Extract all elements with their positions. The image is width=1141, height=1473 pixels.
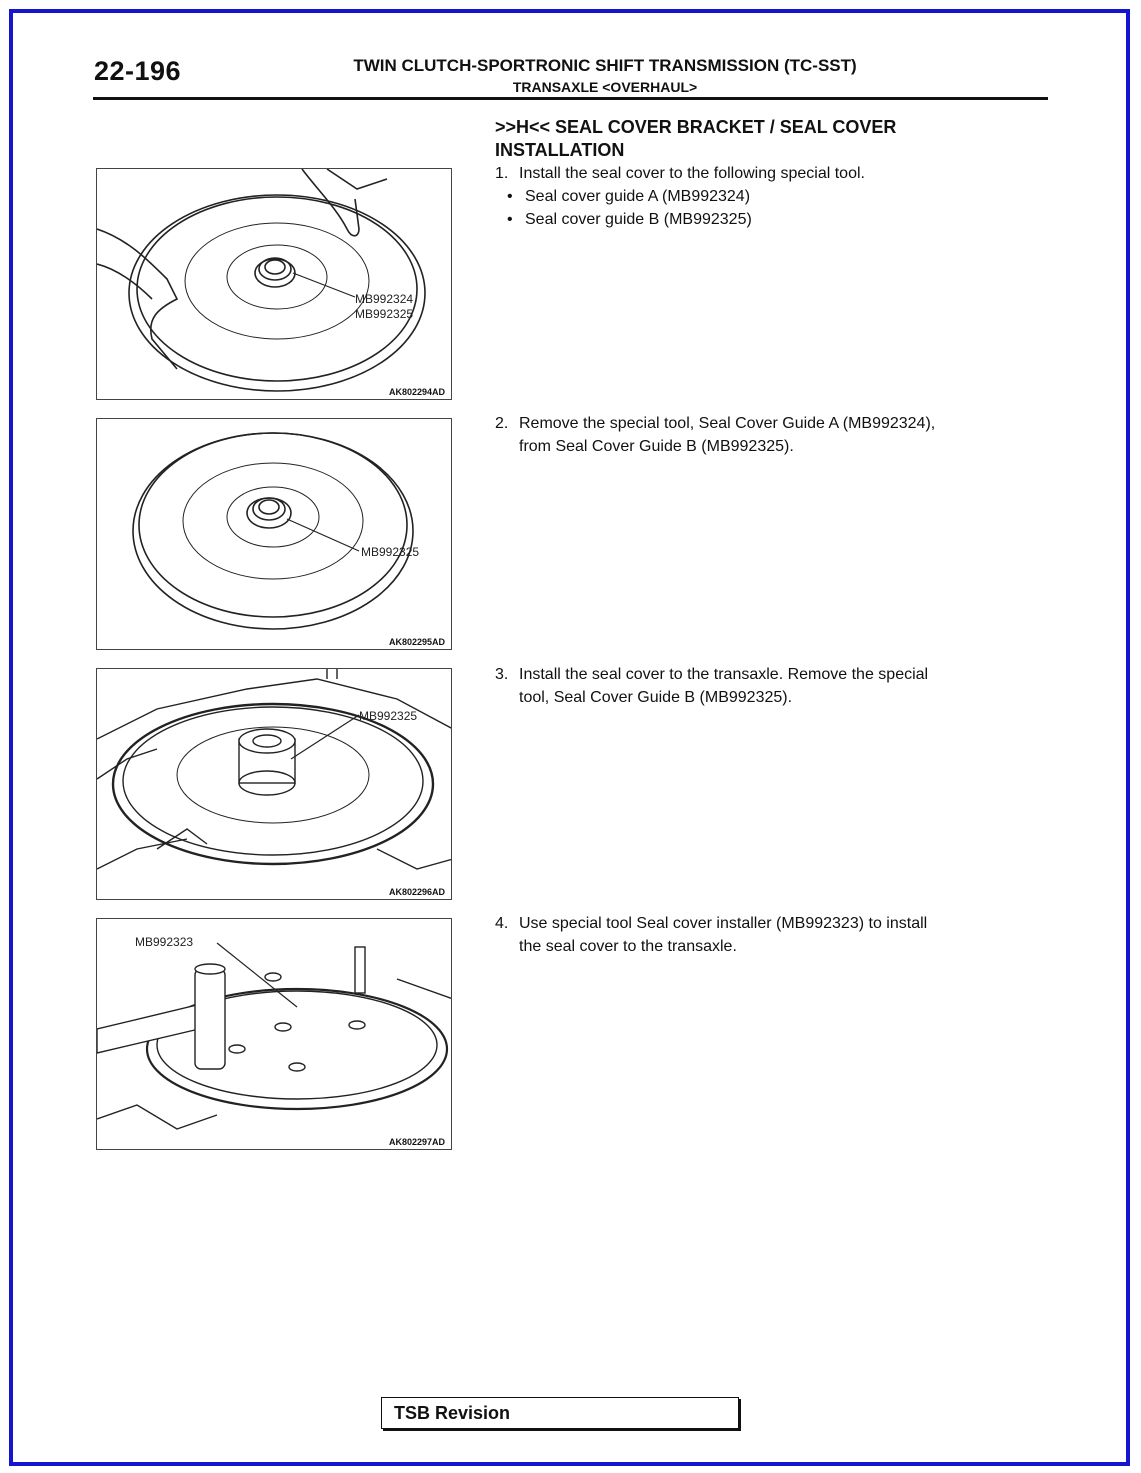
figure-4-code: AK802297AD — [388, 1137, 445, 1147]
figure-2-code: AK802295AD — [388, 637, 445, 647]
step-2-number: 2. — [495, 415, 509, 432]
step-3-line2: tool, Seal Cover Guide B (MB992325). — [519, 689, 793, 706]
figure-4-installer-tool — [96, 918, 452, 1150]
step-4 — [495, 912, 1040, 958]
step-4-number: 4. — [495, 915, 509, 932]
figure-4-illustration — [97, 919, 452, 1150]
section-heading-line2: INSTALLATION — [495, 140, 625, 160]
step-4-line1: Use special tool Seal cover installer (MB992323) to install — [519, 915, 928, 932]
step-2 — [495, 412, 1040, 458]
figure-3-seal-cover-on-transaxle — [96, 668, 452, 900]
header-rule — [93, 97, 1048, 100]
figure-2-illustration — [97, 419, 452, 650]
step-3-line1: Install the seal cover to the transaxle. Remove the special — [519, 666, 929, 683]
figure-1-callout: MB992324 — [355, 292, 414, 306]
step-3-number: 3. — [495, 666, 509, 683]
figure-1-callout: MB992325 — [355, 307, 414, 321]
tsb-revision-box — [381, 1397, 739, 1429]
figure-3-code: AK802296AD — [388, 887, 445, 897]
step-1-bullet-list — [507, 185, 752, 231]
step-4-line2: the seal cover to the transaxle. — [519, 938, 737, 955]
figure-2-guide-b-on-seal-cover — [96, 418, 452, 650]
tsb-revision-label: TSB Revision — [394, 1403, 511, 1423]
page-number: 22-196 — [94, 56, 182, 86]
section-heading-line1: >>H<< SEAL COVER BRACKET / SEAL COVER — [495, 117, 897, 137]
step-3 — [495, 663, 1040, 709]
figure-3-callout: MB992325 — [359, 709, 418, 723]
step-2-line1: Remove the special tool, Seal Cover Guide A (MB992324), — [519, 415, 936, 432]
figure-4-callout: MB992323 — [135, 935, 194, 949]
step-2-line2: from Seal Cover Guide B (MB992325). — [519, 438, 794, 455]
figure-1-illustration — [97, 169, 452, 400]
figure-2-callout: MB992325 — [361, 545, 420, 559]
page-subtitle: TRANSAXLE <OVERHAUL> — [512, 79, 698, 95]
step-1-text: Install the seal cover to the following special tool. — [519, 165, 865, 182]
step-1 — [495, 162, 1040, 185]
bullet-item: • Seal cover guide B (MB992325) — [507, 208, 752, 231]
figure-3-illustration — [97, 669, 452, 900]
section-heading — [495, 116, 1015, 162]
bullet-item: • Seal cover guide A (MB992324) — [507, 185, 752, 208]
figure-1-seal-cover-with-guides — [96, 168, 452, 400]
page-title: TWIN CLUTCH-SPORTRONIC SHIFT TRANSMISSION (TC-SST) — [353, 56, 857, 75]
figure-1-code: AK802294AD — [388, 387, 445, 397]
step-1-number: 1. — [495, 165, 509, 182]
